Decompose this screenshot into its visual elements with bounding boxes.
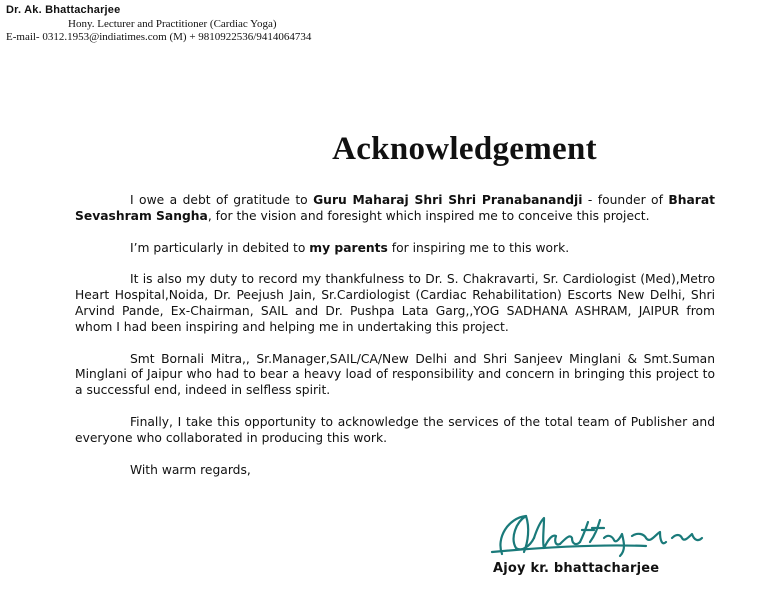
paragraph-text: I’m particularly in debited to xyxy=(130,240,310,255)
closing-line: With warm regards, xyxy=(130,462,251,477)
handwritten-signature xyxy=(486,508,726,558)
paragraph-thankfulness: It is also my duty to record my thankfulness to Dr. S. Chakravarti, Sr. Cardiologist (Med),Metro Heart Hospital,Noida, Dr. Peejush Jain, Sr.Cardiologist (Cardiac Rehabilitation) Escorts New Delhi, Shri Arvind Pande, Ex-Chairman, SAIL and Dr. Pushpa Lata Garg,,YOG SADHANA ASHRAM, JAIPUR from whom I had been inspiring and helping me in undertaking this project. xyxy=(75,272,715,334)
paragraph-text: for inspiring me to this work. xyxy=(387,240,570,255)
paragraph-text: - founder of xyxy=(582,193,669,207)
letterhead-title: Hony. Lecturer and Practitioner (Cardiac Yoga) xyxy=(68,18,277,30)
page-title: Acknowledgement xyxy=(332,131,597,167)
paragraph-text: , for the vision and foresight which inspired me to conceive this project. xyxy=(207,208,650,223)
paragraph-gratitude xyxy=(75,193,715,225)
guru-name: Guru Maharaj Shri Shri Pranabanandji xyxy=(313,193,583,207)
paragraph-support: Smt Bornali Mitra,, Sr.Manager,SAIL/CA/New Delhi and Shri Sanjeev Minglani & Smt.Suman Minglani of Jaipur who had to bear a heavy load of responsibility and concern in bringing this project to a successful end, indeed in selfless spirit. xyxy=(75,351,715,398)
organization-name: Bharat Sevashram Sangha xyxy=(75,193,715,223)
paragraph-publisher: Finally, I take this opportunity to acknowledge the services of the total team of Publisher and everyone who collaborated in producing this work. xyxy=(75,414,715,445)
letterhead-name: Dr. Ak. Bhattacharjee xyxy=(6,4,121,16)
letterhead xyxy=(6,4,311,43)
paragraph-text: I owe a debt of gratitude to xyxy=(130,193,314,207)
parents-emphasis: my parents xyxy=(309,240,388,255)
signatory-name: Ajoy kr. bhattacharjee xyxy=(493,561,660,576)
letter-body xyxy=(75,193,715,478)
paragraph-parents xyxy=(75,241,715,257)
letterhead-contact: E-mail- 0312.1953@indiatimes.com (M) + 9810922536/9414064734 xyxy=(6,31,312,43)
